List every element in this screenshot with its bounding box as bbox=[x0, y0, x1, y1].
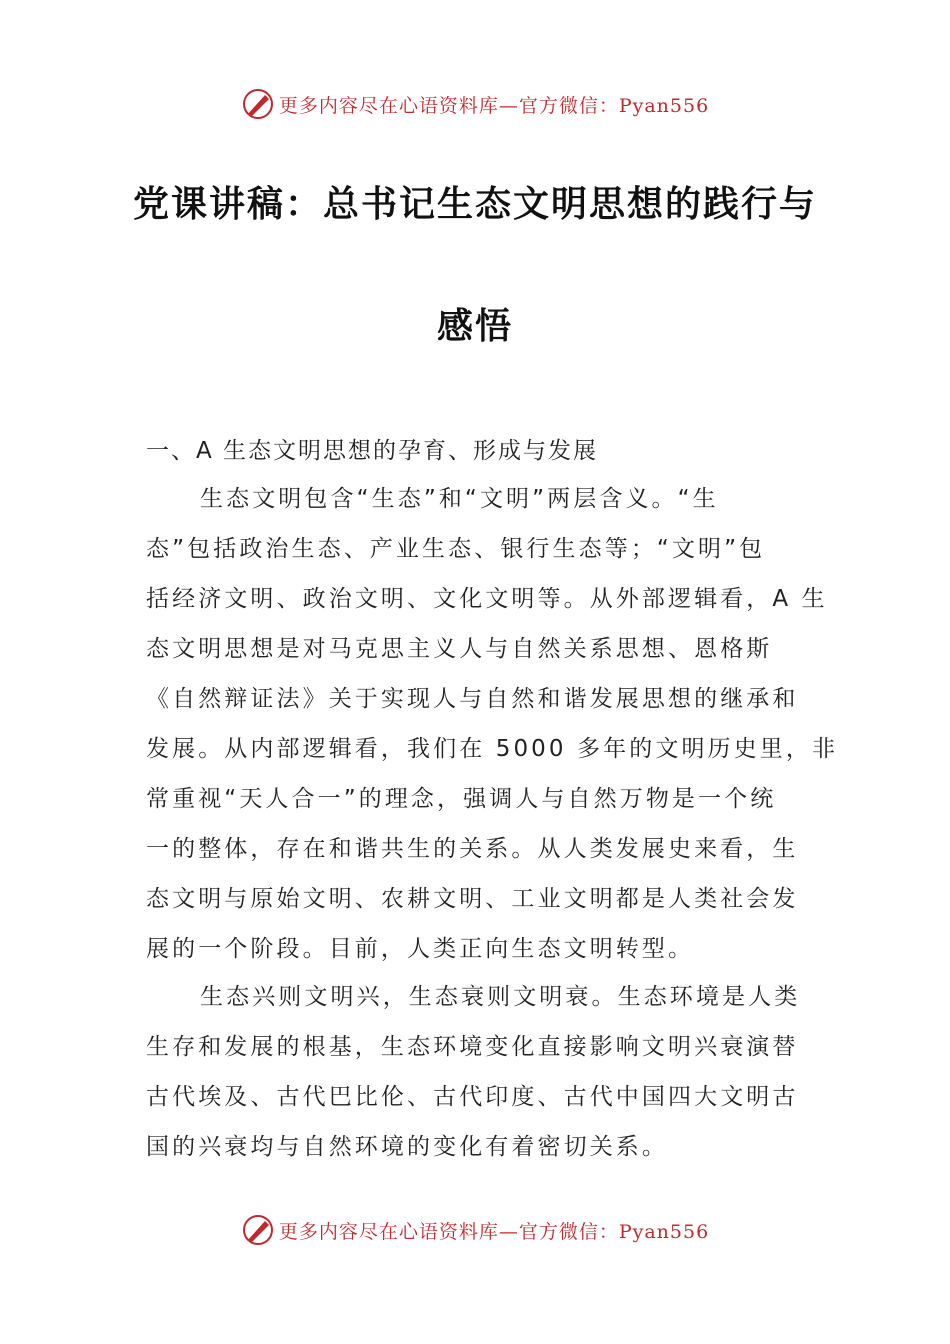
document-title-line-1: 党课讲稿：总书记生态文明思想的践行与 bbox=[132, 184, 817, 225]
paragraph-1 bbox=[146, 474, 839, 974]
paragraph-line: 常重视“天人合一”的理念，强调人与自然万物是一个统 bbox=[146, 786, 777, 812]
pen-logo-icon bbox=[241, 87, 275, 121]
paragraph-line: 生态兴则文明兴，生态衰则文明衰。生态环境是人类 bbox=[200, 984, 801, 1010]
paragraph-line: 展的一个阶段。目前，人类正向生态文明转型。 bbox=[146, 936, 695, 962]
paragraph-line: 发展。从内部逻辑看，我们在 5000 多年的文明历史里，非 bbox=[146, 736, 839, 762]
paragraph-line: 态文明思想是对马克思主义人与自然关系思想、恩格斯 bbox=[146, 636, 773, 662]
document-title-line-2: 感悟 bbox=[436, 306, 513, 347]
paragraph-line: 国的兴衰均与自然环境的变化有着密切关系。 bbox=[146, 1134, 668, 1160]
footer-watermark bbox=[0, 1210, 950, 1250]
paragraph-line: 生存和发展的根基，生态环境变化直接影响文明兴衰演替 bbox=[146, 1034, 799, 1060]
paragraph-line: 态文明与原始文明、农耕文明、工业文明都是人类社会发 bbox=[146, 886, 799, 912]
paragraph-2 bbox=[146, 972, 806, 1172]
paragraph-line: 括经济文明、政治文明、文化文明等。从外部逻辑看，A 生 bbox=[146, 586, 828, 612]
paragraph-line: 一的整体，存在和谐共生的关系。从人类发展史来看，生 bbox=[146, 836, 799, 862]
paragraph-line: 《自然辩证法》关于实现人与自然和谐发展思想的继承和 bbox=[146, 686, 799, 712]
pen-logo-icon bbox=[241, 1213, 275, 1247]
paragraph-line: 态”包括政治生态、产业生态、银行生态等；“文明”包 bbox=[146, 536, 766, 562]
paragraph-line: 生态文明包含“生态”和“文明”两层含义。“生 bbox=[200, 486, 719, 512]
watermark-text: 更多内容尽在心语资料库—官方微信：Pyan556 bbox=[278, 94, 710, 117]
header-watermark bbox=[0, 84, 950, 124]
watermark-text: 更多内容尽在心语资料库—官方微信：Pyan556 bbox=[278, 1220, 710, 1243]
paragraph-line: 古代埃及、古代巴比伦、古代印度、古代中国四大文明古 bbox=[146, 1084, 799, 1110]
section-heading: 一、A 生态文明思想的孕育、形成与发展 bbox=[146, 438, 599, 464]
